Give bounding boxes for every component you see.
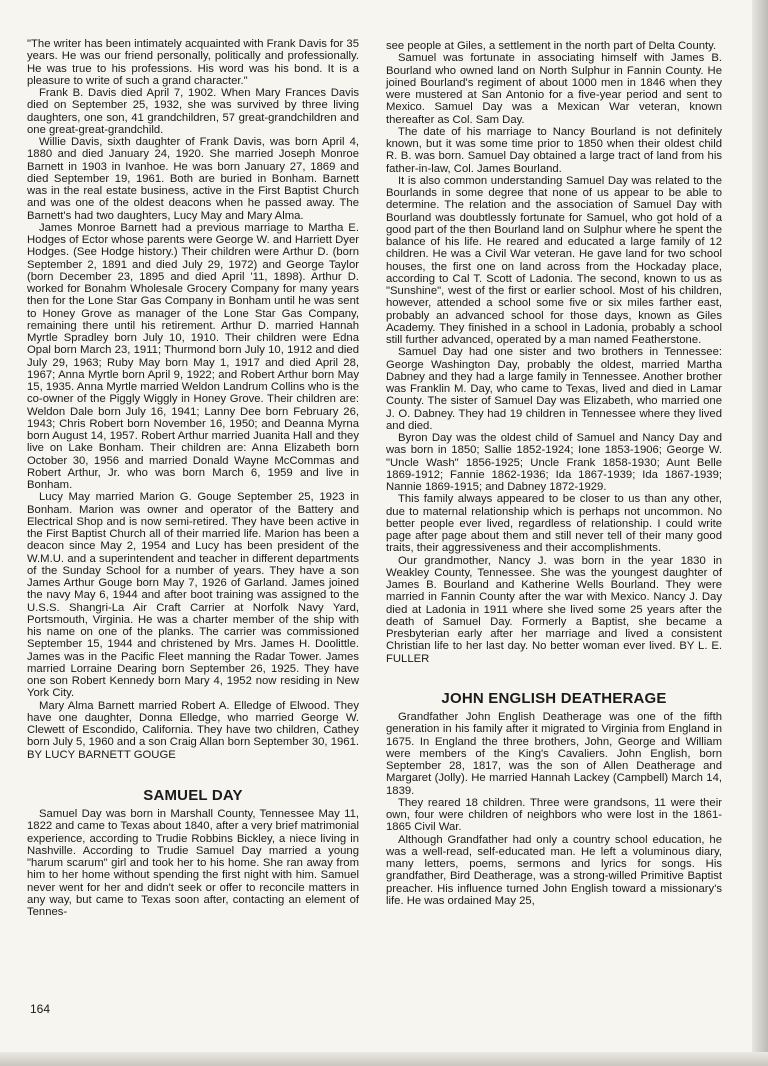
paragraph: Samuel Day had one sister and two brothers in Tennessee: George Washington Day, probably the oldest, married Martha Dabney and they had a large family in Tennessee. Another brother was Franklin M. Day, who came to Texas, lived and died in Lamar County. The sister of Samuel Day was Elizabeth, who married one J. O. Dabney. They had 19 children in Tennessee where they lived and died.	[386, 346, 722, 432]
paragraph: "The writer has been intimately acquainted with Frank Davis for 35 years. He was our friend personally, politically and professionally. He was true to his professions. His word was his bond. It is a pleasure to write of such a grand character."	[27, 38, 359, 87]
paragraph: Willie Davis, sixth daughter of Frank Davis, was born April 4, 1880 and died January 24, 1920. She married Joseph Monroe Barnett in 1903 in Ivanhoe. He was born January 27, 1869 and died September 19, 1961. Both are buried in Bonham. Barnett was in the real estate business, active in the First Baptist Church and was one of the oldest deacons when he passed away. The Barnett's had two daughters, Lucy May and Mary Alma.	[27, 136, 359, 222]
paragraph: This family always appeared to be closer to us than any other, due to maternal relationship which is perhaps not uncommon. No better people ever lived, regardless of relationship. I could write page after page about them and still never tell of their many good traits, their aggressiveness and their accomplishments.	[386, 493, 722, 555]
paragraph: Although Grandfather had only a country school education, he was a well-read, self-educated man. He left a voluminous diary, many letters, poems, sermons and lyrics for songs. His grandfather, Bird Deatherage, was a strong-willed Primitive Baptist preacher. His influence turned John English toward a missionary's life. He was ordained May 25,	[386, 833, 722, 907]
paragraph: Mary Alma Barnett married Robert A. Elledge of Elwood. They have one daughter, Donna Elledge, who married George W. Clewett of Escondido, California. They have two children, Cathey born July 5, 1960 and a son Craig Allan born September 30, 1961. BY LUCY BARNETT GOUGE	[27, 699, 359, 761]
paragraph: They reared 18 children. Three were grandsons, 11 were their own, four were children of neighbors who were lost in the 1861-1865 Civil War.	[386, 796, 722, 834]
paragraph: Lucy May married Marion G. Gouge September 25, 1923 in Bonham. Marion was owner and operator of the Battery and Electrical Shop and is now semi-retired. They have been active in the First Baptist Church all of their married life. Marion has been a deacon since May 2, 1954 and Lucy has been president of the W.M.U. and a superintendent and teacher in different departments of the Sunday School for a number of years. They have a son James Arthur Gouge born May 7, 1926 of Garland. James joined the navy May 6, 1944 and after boot training was assigned to the U.S.S. Shangri-La Air Craft Carrier at Norfolk Navy Yard, Portsmouth, Virginia. He was a charter member of the ship with his name on one of the planks. The carrier was commissioned September 15, 1944 and christened by Mrs. James H. Doolittle. James was in the Pacific Fleet manning the Radar Tower. James married Lorraine Dearing born September 26, 1925. They have one son Robert Kennedy born Mary 4, 1952 now residing in New York City.	[27, 491, 359, 700]
paragraph: James Monroe Barnett had a previous marriage to Martha E. Hodges of Ector whose parents were George W. and Harriett Dyer Hodges. (See Hodge history.) Their children were Arthur D. (born September 2, 1891 and died July 29, 1972) and George Taylor (born December 23, 1895 and died April '11, 1898). Arthur D. worked for Bonahm Wholesale Grocery Company for many years then for the Lone Star Gas Company in Bonham until he was sent to Honey Grove as manager of the Lone Star Gas Company, remaining there until his retirement. Arthur D. married Hannah Myrtle Spradley born July 10, 1910. Their children were Edna Opal born March 23, 1911; Thurmond born July 10, 1912 and died July 29, 1963; Ruby May born May 1, 1917 and died April 28, 1967; Anna Myrtle born April 9, 1922; and Robert Arthur born May 15, 1935. Anna Myrtle married Weldon Landrum Collins who is the co-owner of the Piggly Wiggly in Honey Grove. Their children are: Weldon Dale born July 16, 1941; Lanny Dee born February 26, 1943; Chris Robert born November 16, 1950; and Deanna Myrna born August 14, 1957. Robert Arthur married Juanita Hall and they live on Lake Bonham. Their children are: Anna Elizabeth born October 30, 1956 and married Donald Wayne McCommas and Robert Arthur, Jr. who was born March 6, 1959 and live in Bonham.	[27, 221, 359, 491]
paragraph: Samuel Day was born in Marshall County, Tennessee May 11, 1822 and came to Texas about 1840, after a very brief matrimonial experience, according to Trudie Robbins Bickley, a niece living in Nashville. According to Trudie Samuel Day married a young "harum scarum" girl and took her to his home. She ran away from him to her home without spending the first night with him. Samuel never went for her and didn't seek or offer to reconcile matters in any way, but came to Texas soon after, contacting an element of Tennes-	[27, 808, 359, 918]
section-heading-samuel-day: SAMUEL DAY	[143, 786, 243, 804]
paragraph: Grandfather John English Deatherage was one of the fifth generation in his family after it migrated to Virginia from England in 1675. In England the three brothers, John, George and William were members of the King's Cavaliers. John English, born September 28, 1817, was the son of Allen Deatherage and Margaret (Jolly). He married Hannah Lackey (Campbell) March 14, 1839.	[386, 711, 722, 797]
paragraph: The date of his marriage to Nancy Bourland is not definitely known, but it was some time prior to 1850 when their oldest child R. B. was born. Samuel Day obtained a large tract of land from his father-in-law, Col. James Bourland.	[386, 125, 722, 175]
page-bottom-shadow	[0, 1052, 768, 1066]
paragraph: Frank B. Davis died April 7, 1902. When Mary Frances Davis died on September 25, 1932, she was survived by three living daughters, one son, 41 grandchildren, 57 great-grandchildren and one great-great-grandchild.	[27, 87, 359, 136]
right-column	[386, 40, 722, 907]
page-edge-shadow	[752, 0, 768, 1066]
page-number: 164	[30, 1002, 51, 1016]
section-heading-john-english-deatherage: JOHN ENGLISH DEATHERAGE	[441, 689, 667, 707]
paragraph: see people at Giles, a settlement in the north part of Delta County.	[386, 40, 717, 52]
paragraph: Our grandmother, Nancy J. was born in the year 1830 in Weakley County, Tennessee. She was the youngest daughter of James B. Bourland and Katherine Wells Bourland. They were married in Fannin County after the war with Mexico. Nancy J. Day died at Ladonia in 1911 where she lived some 25 years after the death of Samuel Day. Formerly a Baptist, she became a Presbyterian early after her marriage and lived a consistent Christian life to her last day. No better woman ever lived. BY L. E. FULLER	[386, 554, 722, 665]
paragraph: It is also common understanding Samuel Day was related to the Bourlands in some degree that none of us appear to be able to determine. The relation and the association of Samuel Day with Bourland was doubtlessly fortunate for Samuel, who got hold of a good part of the then Bourland land on Sulphur where he spent the balance of his life. He reared and educated a large family of 12 children. He was a Civil War veteran. He gave land for two school houses, the first one on land across from the Hockaday place, according to Cal T. Scott of Ladonia. The second, known to us as "Sunshine", west of the first or earlier school. Most of his children, however, attended a school some five or six miles farther east, probably an advanced school for those days, known as Giles Academy. They finished in a school in Ladonia, probably a school still further advanced, operated by a man named Featherstone.	[386, 174, 722, 346]
paragraph: Samuel was fortunate in associating himself with James B. Bourland who owned land on North Sulphur in Fannin County. He joined Bourland's regiment of about 1000 men in 1846 when they were mustered at San Antonio for a five-year period and sent to Mexico. Samuel Day was a Mexican War veteran, known thereafter as Col. Sam Day.	[386, 52, 722, 126]
left-column	[27, 38, 359, 918]
paragraph: Byron Day was the oldest child of Samuel and Nancy Day and was born in 1850; Sallie 1852-1924; Ione 1853-1906; George W. "Uncle Wash" 1856-1925; Uncle Frank 1858-1930; Aunt Belle 1869-1912; Fannie 1862-1936; Ida 1867-1939; Ida 1867-1939; Nannie 1869-1915; and Dabney 1872-1929.	[386, 432, 722, 493]
